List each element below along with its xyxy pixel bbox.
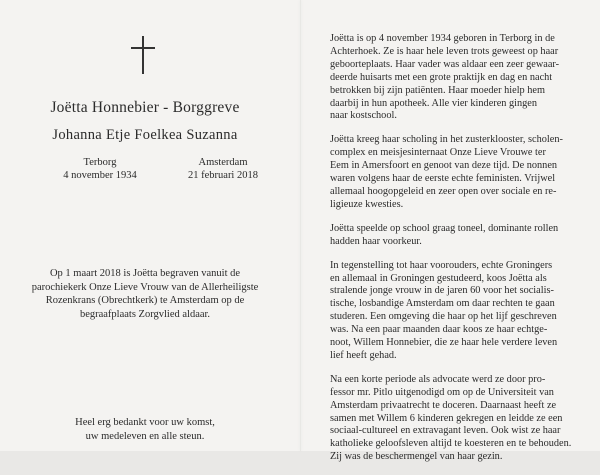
card-fold (300, 0, 301, 451)
cross-icon (131, 36, 155, 74)
biography-line: Joëtta speelde op school graag toneel, dominante rollen (330, 222, 559, 234)
biography-line: studeren. Een omgeving die haar op het lijf geschreven (330, 311, 557, 323)
biography-line: stralende jonge vrouw in de jaren 60 voor het socialis- (330, 285, 554, 297)
burial-line: parochiekerk Onze Lieve Vrouw van de Allerheiligste (31, 281, 259, 293)
biography-line: Achterhoek. Ze is haar hele leven trots geweest op haar (330, 45, 559, 57)
burial-line: begraafplaats Zorgvlied aldaar. (79, 308, 211, 320)
birth-place: Terborg (83, 157, 117, 168)
thanks-line: uw medeleven en alle steun. (85, 430, 205, 442)
biography-line: daarbij in hun apotheek. Alle vier kinderen gingen (330, 97, 538, 109)
biography-line: was. Na een paar maanden daar koos ze haar echtge- (330, 324, 548, 336)
full-name: Joëtta Honnebier - Borggreve (50, 99, 240, 116)
given-names: Johanna Etje Foelkea Suzanna (52, 127, 238, 143)
biography-line: en allemaal in Groningen gestudeerd, koos Joëtta als (330, 272, 547, 284)
burial-line: Rozenkrans (Obrechtkerk) te Amsterdam op de (45, 295, 245, 307)
death-place: Amsterdam (198, 157, 248, 168)
biography-line: tische, losbandige Amsterdam om daar rechten te gaan (330, 298, 555, 310)
birth-info (55, 156, 145, 182)
death-date: 21 februari 2018 (188, 170, 258, 181)
biography-line: hadden haar voorkeur. (330, 235, 422, 247)
biography-line: Eem in Amersfoort en genoot van deze tijd. De nonnen (330, 160, 558, 172)
biography-paragraph (330, 260, 592, 363)
biography-line: complex en meisjesinternaat Onze Lieve Vrouwe ter (330, 147, 546, 159)
biography-line: sociaal-cultureel en extravagant leven. Ook wist ze haar (330, 425, 561, 437)
burial-line: Op 1 maart 2018 is Joëtta begraven vanuit de (49, 268, 241, 279)
left-panel (0, 0, 300, 451)
biography-line: lief heeft gehad. (330, 349, 397, 361)
biography-line: waren volgens haar de eerste echte feministen. Vrijwel (330, 173, 556, 185)
biography-line: deerde huisarts met een grote praktijk en dag en nacht (330, 71, 553, 83)
thank-you-note (20, 416, 270, 443)
thanks-line: Heel erg bedankt voor uw komst, (75, 417, 215, 428)
biography-line: ligieuze kwesties. (330, 198, 404, 210)
biography-line: Amsterdam privaatrecht te doceren. Daarnaast heeft ze (330, 399, 557, 411)
biography-line: samen met Willem 6 kinderen gekregen en leidde ze een (330, 412, 563, 424)
biography-line: Joëtta is op 4 november 1934 geboren in Terborg in de (330, 33, 555, 44)
biography-line: naar kostschool. (330, 110, 397, 122)
death-info (163, 156, 283, 182)
biography-line: katholieke geloofsleven altijd te koesteren en te behouden. (330, 438, 572, 450)
biography-line: Zij was de beschermengel van haar gezin. (330, 451, 503, 463)
biography-line: fessor mr. Pitlo uitgenodigd om op de Universiteit van (330, 386, 554, 398)
biography-line: noot, Willem Honnebier, die ze haar hele verdere leven (330, 337, 558, 349)
biography-paragraph (330, 134, 592, 211)
biography-line: Joëtta kreeg haar scholing in het zusterklooster, scholen- (330, 134, 563, 146)
birth-date: 4 november 1934 (63, 170, 137, 181)
biography-panel (330, 33, 592, 475)
biography-paragraph (330, 223, 592, 249)
biography-line: geboorteplaats. Haar vader was aldaar een zeer gewaar- (330, 58, 560, 70)
biography-line: betrokken bij zijn patiënten. Haar moeder hielp hem (330, 84, 546, 96)
biography-line: In tegenstelling tot haar voorouders, echte Groningers (330, 259, 553, 271)
burial-notice (20, 267, 270, 321)
biography-line: Na een korte periode als advocate werd ze door pro- (330, 373, 546, 385)
biography-line: allemaal hoogopgeleid en zeer open over sociale en re- (330, 185, 557, 197)
biography-paragraph (330, 33, 592, 123)
